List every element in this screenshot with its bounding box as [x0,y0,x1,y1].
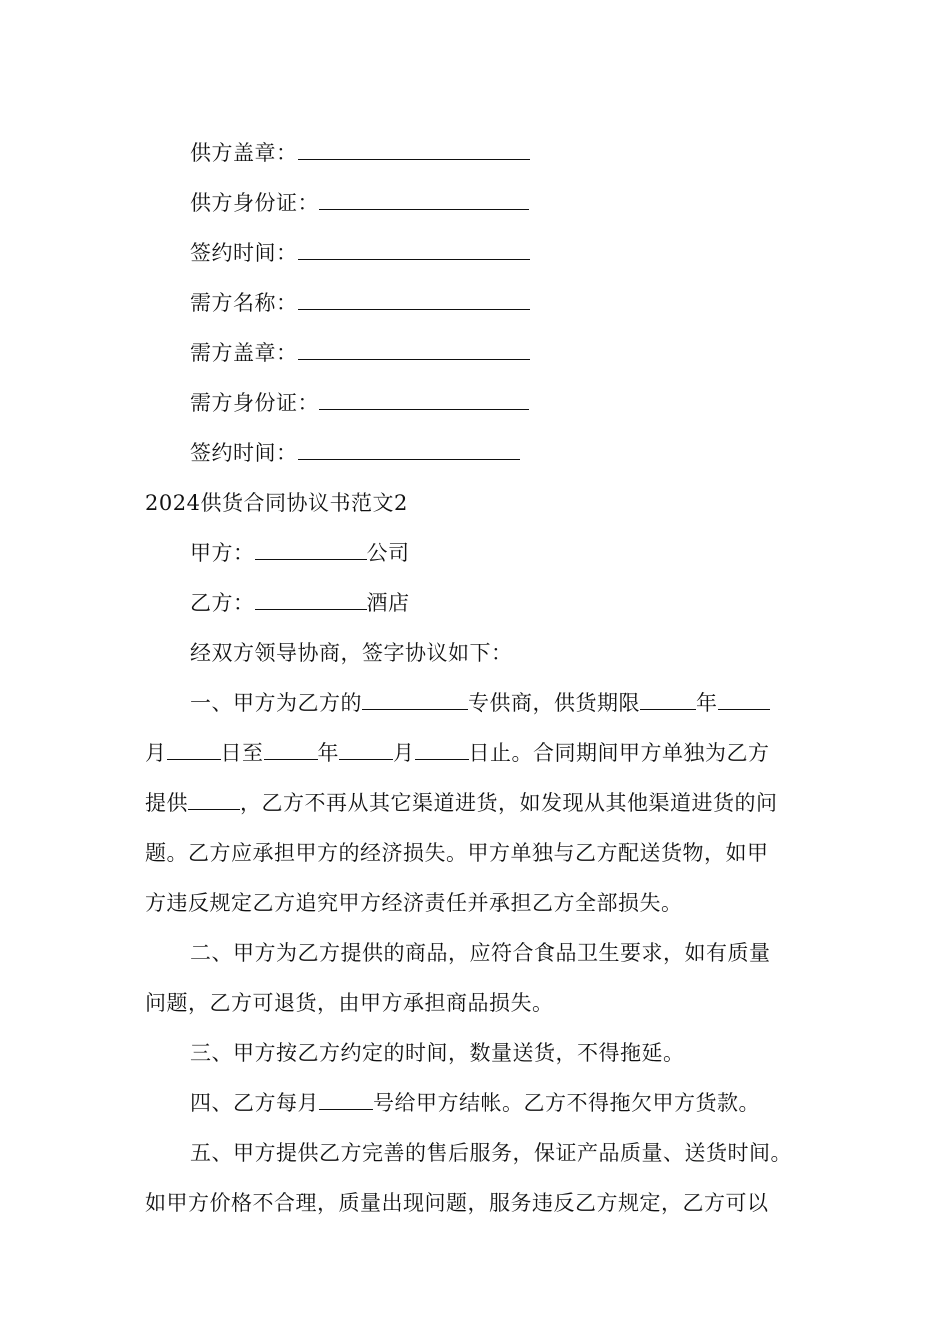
buyer-sign-date-blank [298,443,520,460]
clause-1-text: 日止。合同期间甲方单独为乙方 [468,741,770,765]
supplier-seal-blank [298,143,530,160]
clause-1-text: 一、甲方为乙方的 [190,691,362,715]
clause-3-line: 三、甲方按乙方约定的时间，数量送货，不得拖延。 [190,1041,685,1065]
buyer-seal-blank [298,343,530,360]
clause-1-end-month-blank [339,743,393,760]
clause-1-end-day-blank [415,743,469,760]
clause-1-day-blank [167,743,221,760]
clause-1-text: ，乙方不再从其它渠道进货，如发现从其他渠道进货的问 [240,791,778,815]
supplier-sign-date-label: 签约时间： [190,241,298,265]
clause-1-line-3 [145,788,825,818]
clause-1-text: 月 [393,741,415,765]
supplier-seal-field [190,138,870,168]
clause-5-line-1: 五、甲方提供乙方完善的售后服务，保证产品质量、送货时间。 [190,1141,792,1165]
supplier-id-blank [319,193,529,210]
buyer-id-blank [319,393,529,410]
buyer-name-label: 需方名称： [190,291,298,315]
clause-4-text: 号给甲方结帐。乙方不得拖欠甲方货款。 [373,1091,760,1115]
party-a-blank [255,543,367,560]
clause-1-line-1 [190,688,870,718]
party-b-label: 乙方： [190,591,255,615]
buyer-id-field [190,388,870,418]
buyer-name-blank [298,293,530,310]
supplier-sign-date-blank [298,243,530,260]
clause-1-text: 专供商，供货期限 [468,691,640,715]
clause-1-year-blank [640,693,696,710]
buyer-seal-field [190,338,870,368]
clause-4-text: 四、乙方每月 [190,1091,319,1115]
clause-1-product-blank [362,693,468,710]
supplier-seal-label: 供方盖章： [190,141,298,165]
clause-1-text: 提供 [145,791,188,815]
buyer-id-label: 需方身份证： [190,391,319,415]
supplier-id-label: 供方身份证： [190,191,319,215]
clause-1-goods-blank [188,793,240,810]
clause-1-line-5: 方违反规定乙方追究甲方经济责任并承担乙方全部损失。 [145,891,683,915]
clause-2-line-1: 二、甲方为乙方提供的商品，应符合食品卫生要求，如有质量 [190,941,771,965]
party-b-suffix: 酒店 [366,591,410,615]
clause-1-text: 年 [696,691,718,715]
party-a-line [190,538,870,568]
intro-line: 经双方领导协商，签字协议如下： [190,641,513,665]
buyer-sign-date-label: 签约时间： [190,441,298,465]
supplier-id-field [190,188,870,218]
supplier-sign-date-field [190,238,870,268]
party-a-label: 甲方： [190,541,255,565]
clause-5-line-2: 如甲方价格不合理，质量出现问题，服务违反乙方规定，乙方可以 [145,1191,769,1215]
clause-4-date-blank [319,1093,373,1110]
buyer-name-field [190,288,870,318]
party-a-suffix: 公司 [366,541,410,565]
party-b-blank [255,593,367,610]
buyer-seal-label: 需方盖章： [190,341,298,365]
contract-heading: 2024供货合同协议书范文2 [145,491,408,515]
clause-1-line-4: 题。乙方应承担甲方的经济损失。甲方单独与乙方配送货物，如甲 [145,841,769,865]
clause-1-month-blank [718,693,770,710]
party-b-line [190,588,870,618]
clause-1-line-2 [145,738,825,768]
clause-2-line-2: 问题，乙方可退货，由甲方承担商品损失。 [145,991,554,1015]
clause-1-text: 日至 [220,741,264,765]
clause-4-line [190,1088,870,1118]
buyer-sign-date-field [190,438,870,468]
clause-1-text: 年 [317,741,339,765]
clause-1-end-year-blank [264,743,318,760]
clause-1-text: 月 [145,741,167,765]
